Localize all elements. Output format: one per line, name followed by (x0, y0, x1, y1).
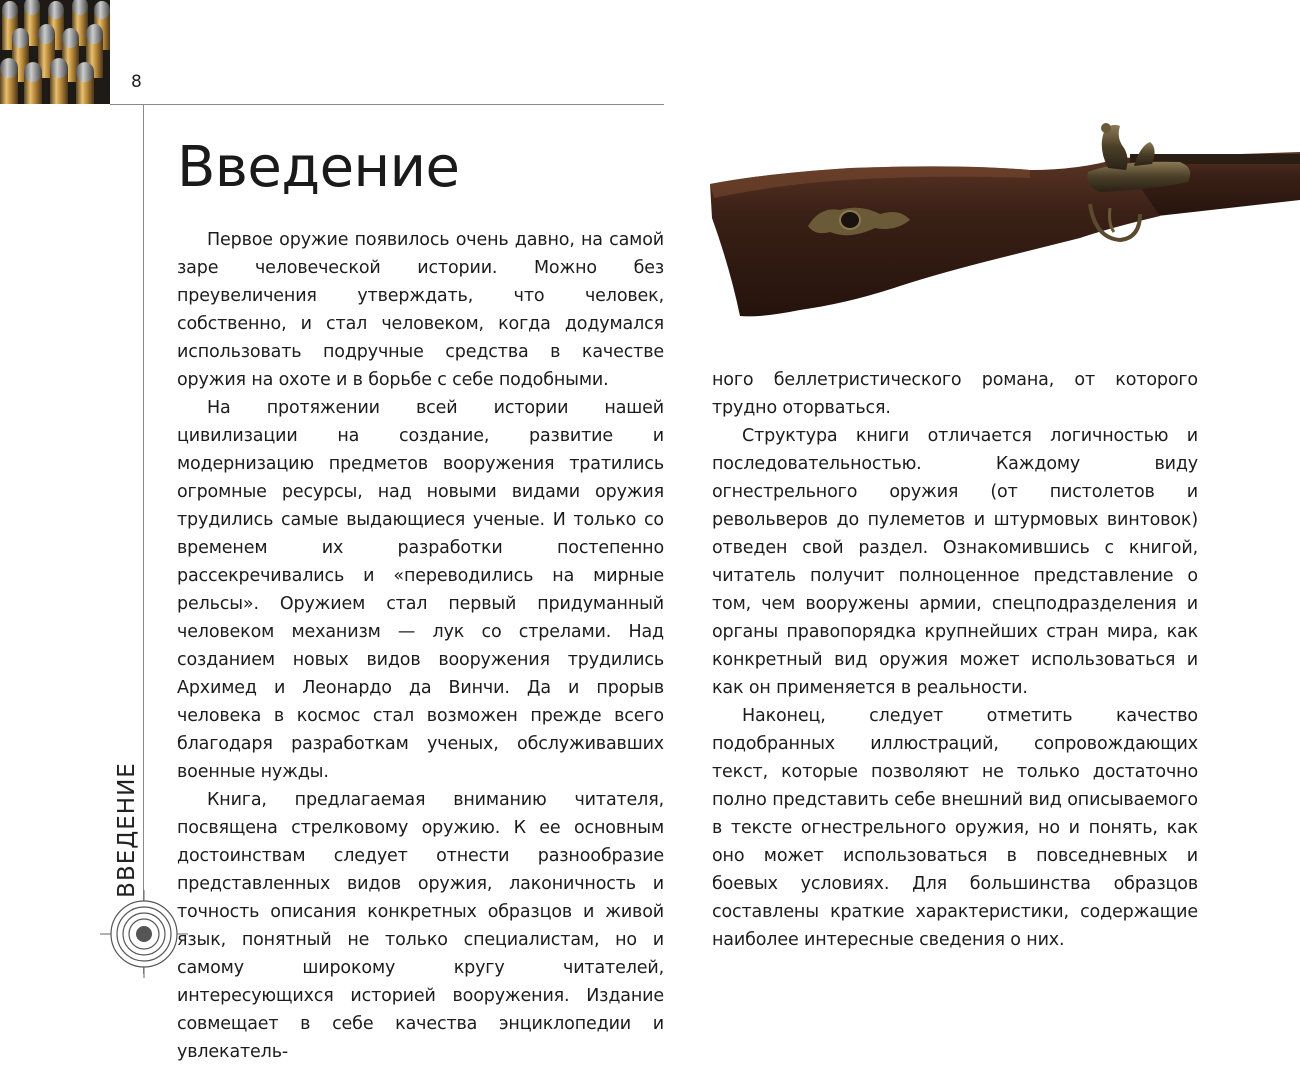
paragraph: Первое оружие появилось очень давно, на самой заре человеческой истории. Можно без преувеличения утверждать, что человек, собственно, и стал человеком, когда додумался использовать подручные средства в качестве оружия на охоте и в борьбе с себе подобными. (177, 230, 664, 390)
bullets-image (0, 0, 110, 104)
page-title: Введение (177, 135, 460, 200)
paragraph: Наконец, следует отметить качество подобранных иллюстраций, сопровождающих текст, которые позволяют не только достаточно полно представить себе внешний вид описываемого в тексте огнестрельного оружия, но и понять, как оно может использоваться в повседневных и боевых условиях. Для большинства образцов составлены краткие характеристики, содержащие наиболее интересные сведения о них. (712, 706, 1198, 950)
right-text-column (712, 366, 1198, 954)
paragraph: Структура книги отличается логичностью и последовательностью. Каждому виду огнестрельного оружия (от пистолетов и револьверов до пулеметов и штурмовых винтовок) отведен свой раздел. Ознакомившись с книгой, читатель получит полноценное представление о том, чем вооружены армии, спецподразделения и органы правопорядка крупнейших стран мира, как конкретный вид оружия может использоваться и как он применяется в реальности. (712, 426, 1198, 698)
page-number: 8 (131, 72, 142, 92)
flintlock-rifle-image (700, 108, 1300, 328)
paragraph: На протяжении всей истории нашей цивилизации на создание, развитие и модернизацию предметов вооружения тратились огромные ресурсы, над новыми видами оружия трудились самые выдающиеся ученые. И только со временем их разработки постепенно рассекречивались и «переводились на мирные рельсы». Оружием стал первый придуманный человеком механизм — лук со стрелами. Над созданием новых видов вооружения трудились Архимед и Леонардо да Винчи. Да и прорыв человека в космос стал возможен прежде всего благодаря разработкам ученых, обслуживавших военные нужды. (177, 398, 664, 782)
paragraph: Книга, предлагаемая вниманию читателя, посвящена стрелковому оружию. К ее основным достоинствам следует отнести разнообразие представленных видов оружия, лаконичность и точность описания конкретных образцов и живой язык, понятный не только специалистам, но и самому широкому кругу читателей, интересующихся историей вооружения. Издание совмещает в себе качества энциклопедии и увлекатель- (177, 790, 664, 1062)
left-text-column (177, 226, 664, 1066)
margin-divider (143, 104, 144, 974)
bullets-thumbnail (0, 0, 110, 104)
header-divider (110, 104, 664, 105)
target-icon (100, 890, 188, 978)
paragraph-continuation: ного беллетристического романа, от которого трудно оторваться. (712, 370, 1198, 418)
section-side-label: ВВЕДЕНИЕ (114, 762, 140, 898)
